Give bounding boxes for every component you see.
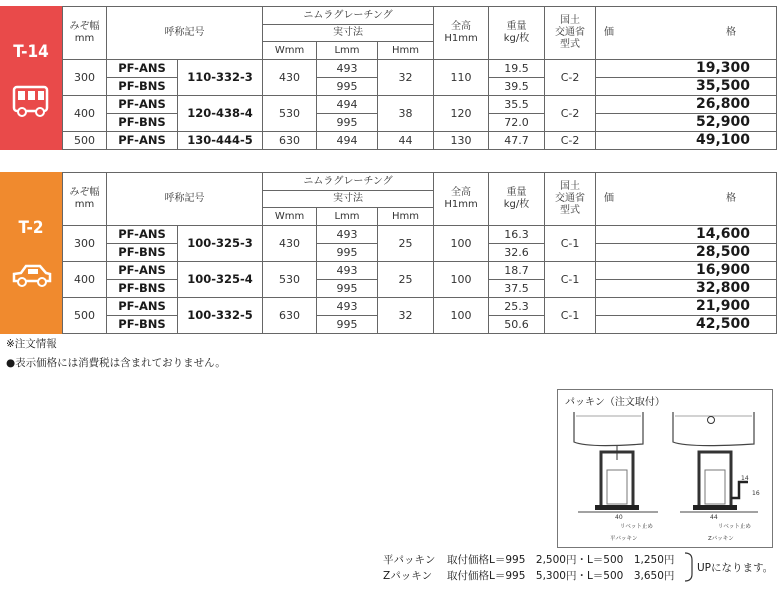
rivet-label-right: リベット止め [718, 524, 751, 530]
header-actual-dim: 実寸法 [263, 191, 434, 208]
tax-note: ●表示価格には消費税は含まれておりません。 [6, 357, 226, 369]
rivet-label-left: リベット止め [620, 524, 653, 530]
header-price: 価 格 [596, 7, 777, 60]
dim-16: 16 [752, 490, 760, 497]
order-info-note: ※注文情報 [6, 338, 57, 350]
t14-table [62, 6, 777, 150]
header-weight: 重量 kg/枚 [489, 173, 545, 226]
header-symbol: 呼称記号 [107, 173, 263, 226]
header-symbol: 呼称記号 [107, 7, 263, 60]
packing-diagram [557, 389, 773, 548]
flat-packing-price: 取付価格L＝995 2,500円・L＝500 1,250円 [447, 554, 675, 566]
header-mlit: 国土 交通省 型式 [545, 7, 596, 60]
dim-44: 44 [710, 514, 718, 521]
header-width: みぞ幅 mm [63, 7, 107, 60]
table-row: PF-BNS 995 39.5 35,500 [63, 78, 777, 96]
table-row: 300 PF-ANS 100-325-3 430 493 25 100 16.3 C-1 14,600 [63, 226, 777, 244]
z-packing-caption: Zパッキン [708, 536, 734, 542]
header-grating: ニムラグレーチング [263, 7, 434, 25]
t2-badge [0, 172, 62, 334]
car-icon [11, 260, 53, 290]
table-row: PF-BNS 995 50.6 42,500 [63, 316, 777, 334]
table-row: PF-BNS 995 37.5 32,800 [63, 280, 777, 298]
bracket-icon [684, 552, 694, 582]
table-row: 500 PF-ANS 100-332-5 630 493 32 100 25.3 C-1 21,900 [63, 298, 777, 316]
flat-packing-caption: 平パッキン [610, 536, 638, 542]
z-packing-name: Zパッキン [383, 570, 433, 582]
table-row: PF-BNS 995 32.6 28,500 [63, 244, 777, 262]
dim-14: 14 [741, 475, 749, 482]
table-row: 400 PF-ANS 120-438-4 530 494 38 120 35.5 C-2 26,800 [63, 96, 777, 114]
t14-code: T-14 [13, 42, 49, 62]
header-wmm: Wmm [263, 208, 317, 226]
bus-icon [11, 84, 51, 118]
header-grating: ニムラグレーチング [263, 173, 434, 191]
table-row: 500 PF-ANS 130-444-5 630 494 44 130 47.7 C-2 49,100 [63, 132, 777, 150]
header-width: みぞ幅 mm [63, 173, 107, 226]
table-row: 300 PF-ANS 110-332-3 430 493 32 110 19.5 C-2 19,300 [63, 60, 777, 78]
header-wmm: Wmm [263, 42, 317, 60]
t14-badge [0, 6, 62, 150]
packing-drawing [558, 390, 772, 547]
header-lmm: Lmm [317, 42, 378, 60]
z-packing-price: 取付価格L＝995 5,300円・L＝500 3,650円 [447, 570, 675, 582]
header-weight: 重量 kg/枚 [489, 7, 545, 60]
t2-table [62, 172, 777, 334]
header-total-h: 全高 H1mm [434, 173, 489, 226]
header-hmm: Hmm [378, 208, 434, 226]
dim-40: 40 [615, 514, 623, 521]
table-row: PF-BNS 995 72.0 52,900 [63, 114, 777, 132]
header-actual-dim: 実寸法 [263, 25, 434, 42]
header-mlit: 国土 交通省 型式 [545, 173, 596, 226]
flat-packing-name: 平パッキン [383, 554, 436, 566]
up-note: UPになります。 [697, 562, 774, 574]
diagram-title: パッキン（注文取付） [565, 397, 665, 408]
table-row: 400 PF-ANS 100-325-4 530 493 25 100 18.7 C-1 16,900 [63, 262, 777, 280]
header-total-h: 全高 H1mm [434, 7, 489, 60]
header-lmm: Lmm [317, 208, 378, 226]
t2-code: T-2 [18, 218, 44, 238]
header-hmm: Hmm [378, 42, 434, 60]
header-price: 価 格 [596, 173, 777, 226]
